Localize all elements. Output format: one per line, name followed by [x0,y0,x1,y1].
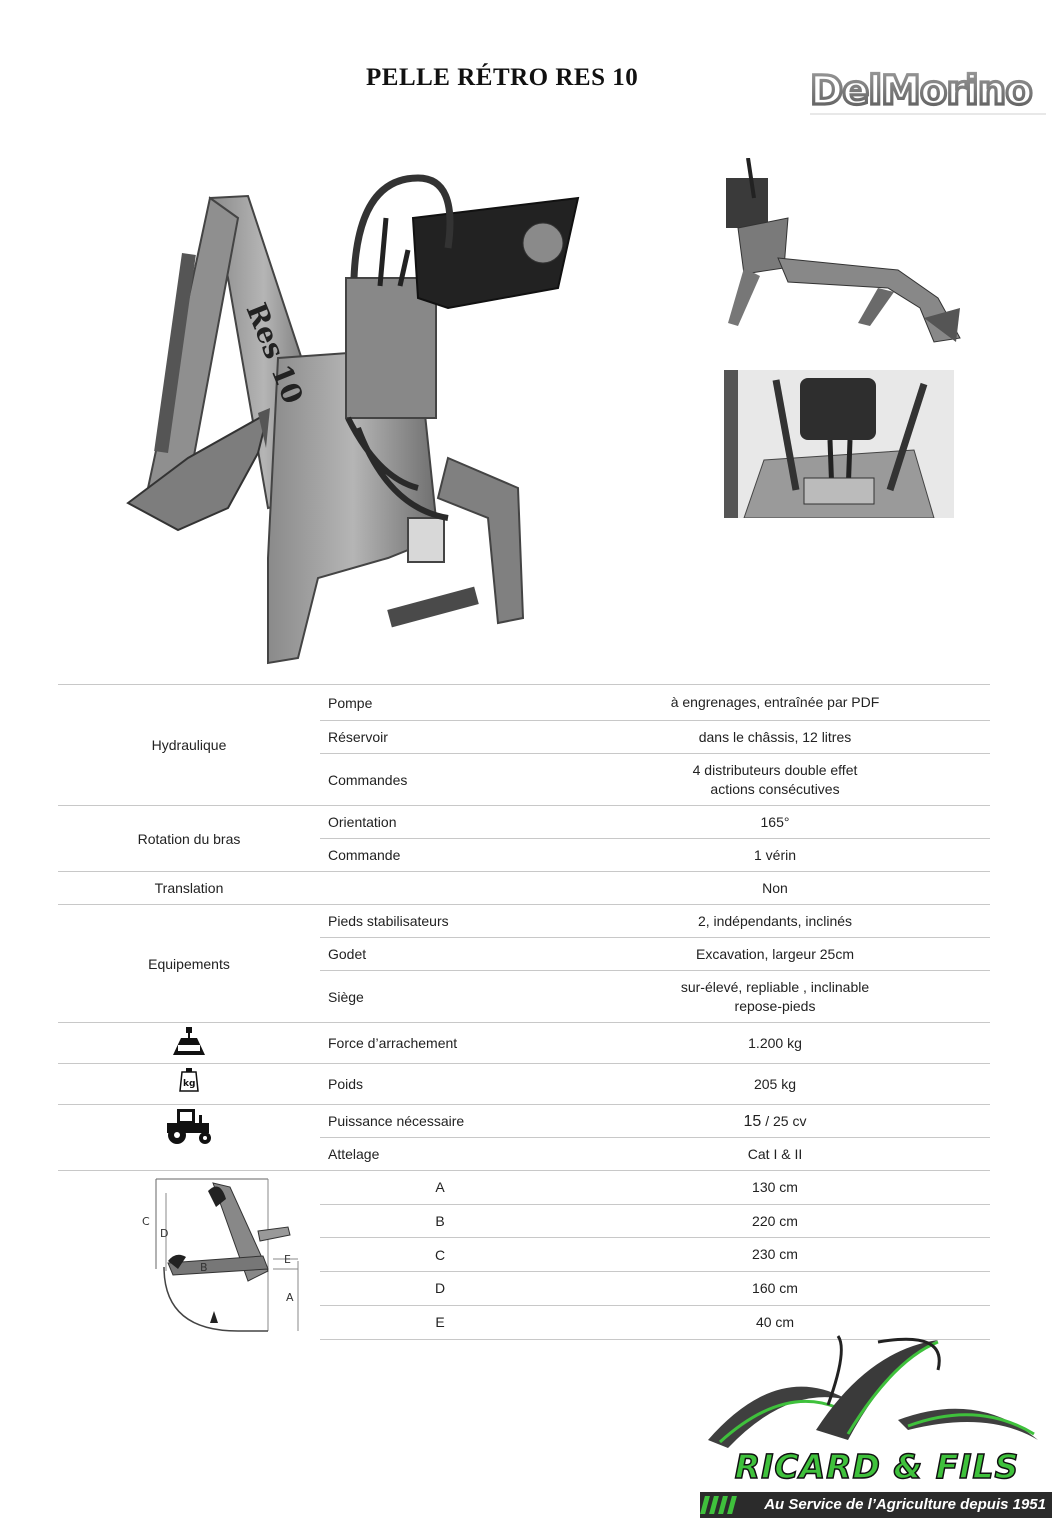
spec-label: Pieds stabilisateurs [320,905,560,938]
svg-text:kg: kg [183,1079,196,1089]
spec-value: Non [560,872,990,905]
dimension-label: D [320,1272,560,1306]
puissance-max: / 25 cv [761,1112,807,1129]
tagline-stripes [700,1492,744,1518]
spec-table [58,684,990,1340]
spec-label: Poids [320,1064,560,1105]
backhoe-main-photo [118,158,588,678]
spec-label: Attelage [320,1138,560,1171]
backhoe-side-photo [698,158,962,348]
spec-row [58,1105,990,1138]
spec-label: Commande [320,839,560,872]
spec-row [58,685,990,721]
spec-label: Siège [320,971,560,1023]
machine-label-text: Res 10 [239,298,310,409]
spec-label: Force d’arrachement [320,1023,560,1064]
diagram-label-d: D [160,1227,169,1240]
diagram-label-c: C [142,1215,150,1228]
spec-value-line: repose-pieds [734,997,816,1014]
spec-row [58,1064,990,1105]
spec-value: 1.200 kg [560,1023,990,1064]
page-title: PELLE RÉTRO RES 10 [366,64,639,91]
category-equipements: Equipements [58,905,320,1023]
dimension-label: A [320,1171,560,1205]
spec-value [560,971,990,1023]
spec-value: Cat I & II [560,1138,990,1171]
diagram-label-e: E [284,1253,291,1266]
dimension-value: 230 cm [560,1238,990,1272]
spec-label: Puissance nécessaire [320,1105,560,1138]
spec-value-line: 4 distributeurs double effet [692,761,858,778]
spec-label: Godet [320,938,560,971]
spec-row [58,1023,990,1064]
category-translation: Translation [58,872,320,905]
dimension-label: E [320,1305,560,1339]
spec-label: Réservoir [320,721,560,754]
dimension-label: B [320,1204,560,1238]
dimension-value: 40 cm [560,1305,990,1339]
dimension-value: 160 cm [560,1272,990,1306]
spec-value: 2, indépendants, inclinés [560,905,990,938]
svg-text:DelMorino: DelMorino [810,68,1032,114]
spec-label: Pompe [320,685,560,721]
weight-lift-icon [58,1023,320,1064]
tractor-icon [58,1105,320,1171]
control-panel-photo [724,370,954,518]
dimension-value: 130 cm [560,1171,990,1205]
spec-value: 1 vérin [560,839,990,872]
dimension-row [58,1171,990,1205]
spec-label: Orientation [320,806,560,839]
diagram-label-b: B [200,1261,208,1274]
spec-value [560,754,990,806]
dealer-tagline-bar [700,1492,1052,1518]
delmorino-logo [806,66,1050,118]
dimension-diagram [58,1171,320,1340]
spec-value: à engrenages, entraînée par PDF [560,685,990,721]
spec-value: dans le châssis, 12 litres [560,721,990,754]
category-rotation: Rotation du bras [58,806,320,872]
dealer-tagline: Au Service de l’Agriculture depuis 1951 [764,1496,1046,1513]
weight-kg-icon [58,1064,320,1105]
spec-value [560,1105,990,1138]
spec-value: 165° [560,806,990,839]
dimension-value: 220 cm [560,1204,990,1238]
diagram-label-a: A [286,1291,294,1304]
spec-label: Commandes [320,754,560,806]
dealer-name: RICARD & FILS [734,1447,1020,1486]
category-hydraulique: Hydraulique [58,685,320,806]
spec-value-line: actions consécutives [710,780,840,797]
spec-row [58,905,990,938]
puissance-min: 15 [743,1112,762,1130]
spec-row [58,872,990,905]
spec-value-line: sur-élevé, repliable , inclinable [680,978,870,995]
spec-value: Excavation, largeur 25cm [560,938,990,971]
spec-value: 205 kg [560,1064,990,1105]
dimension-label: C [320,1238,560,1272]
spec-row [58,806,990,839]
